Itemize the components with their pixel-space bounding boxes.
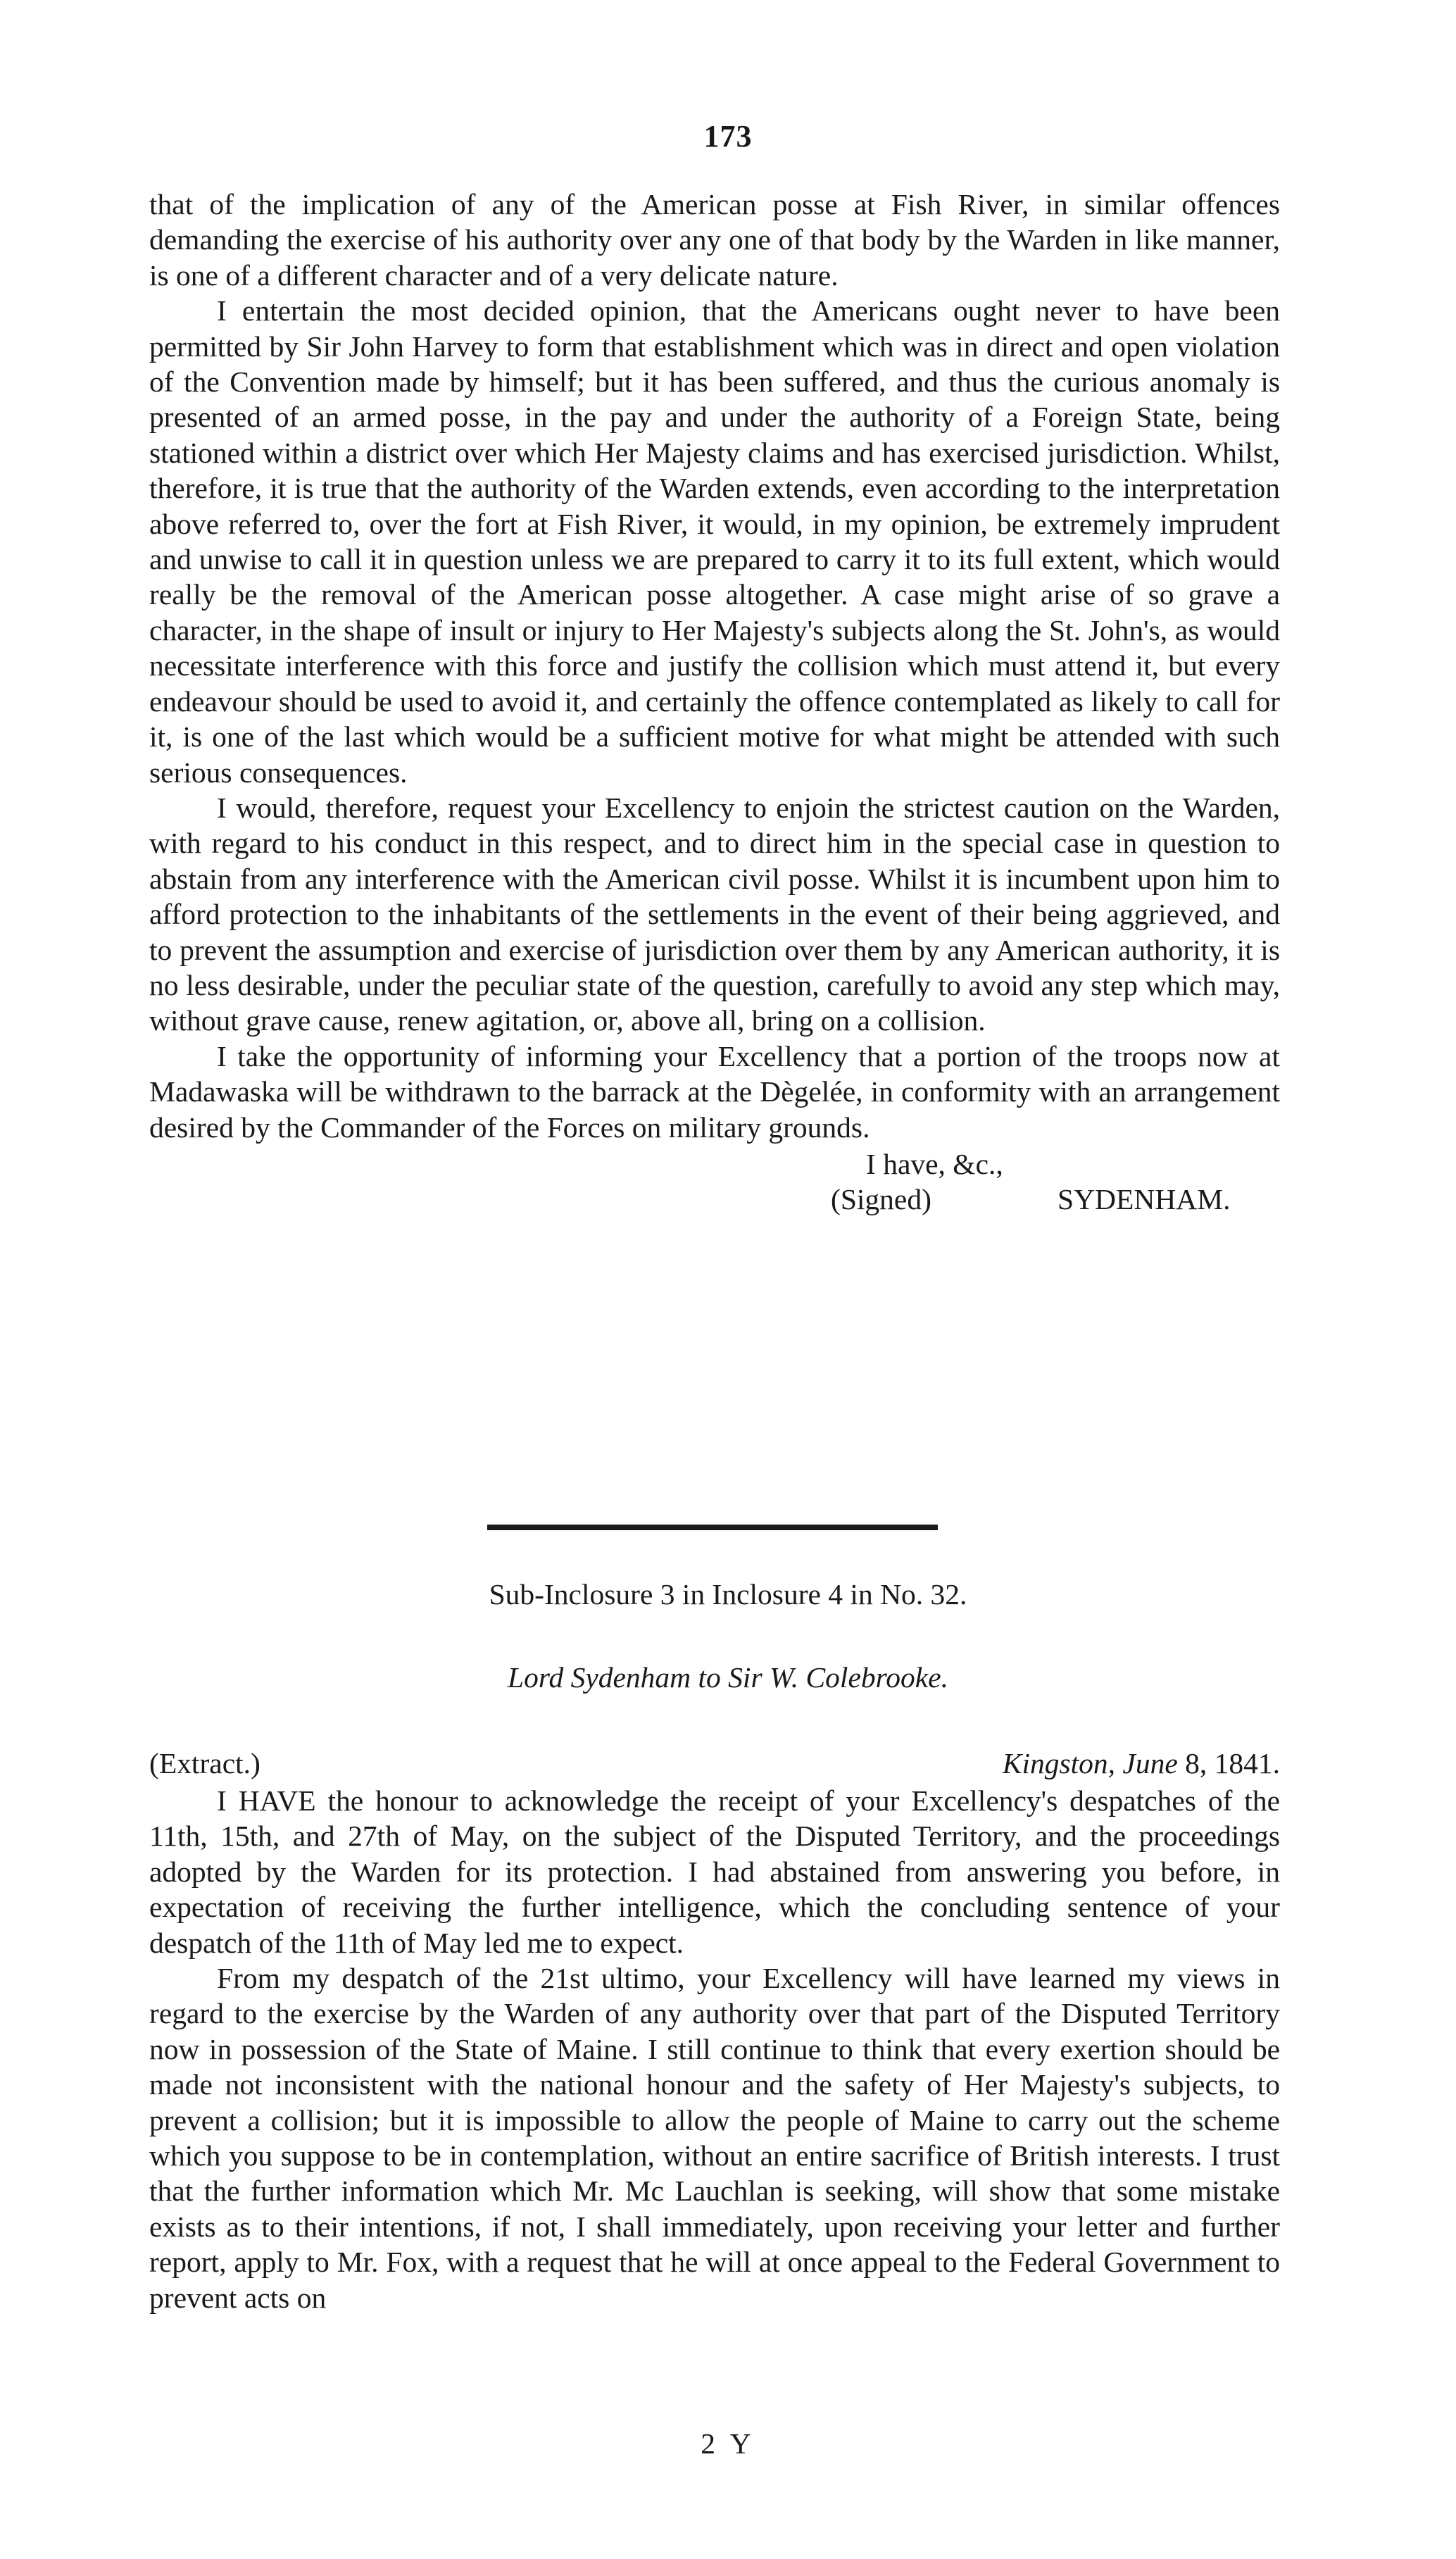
paragraph: I would, therefore, request your Excellency to enjoin the strictest caution on the Warden, with regard to his conduct in this respect, and to direct him in the special case in question to abstain from any interference with the American civil posse. Whilst it is incumbent upon him to afford protection to the inhabitants of the settlements in the event of their being aggrieved, and to prevent the assumption and exercise of jurisdiction over them by any American authority, it is no less desirable, under the peculiar state of the question, carefully to avoid any step which may, without grave cause, renew agitation, or, above all, bring on a collision. [149, 791, 1280, 1037]
signatory-name: SYDENHAM. [1058, 1183, 1231, 1216]
enclosure-title: Lord Sydenham to Sir W. Colebrooke. [508, 1661, 948, 1694]
extract-label: (Extract.) [149, 1747, 261, 1779]
enclosure-body [149, 1783, 1280, 2315]
letter-closing [149, 1146, 1280, 1218]
paragraph: I take the opportunity of informing your Excellency that a portion of the troops now at Madawaska will be withdrawn to the barrack at the Dègelée, in conformity with an arrangement desired by the Commander of the Forces on military grounds. [149, 1039, 1280, 1144]
paragraph: I HAVE the honour to acknowledge the receipt of your Excellency's despatches of the 11th, 15th, and 27th of May, on the subject of the Disputed Territory, and the proceedings adopted by the Warden for its protection. I had abstained from answering you before, in expectation of receiving the further intelligence, which the concluding sentence of your despatch of the 11th of May led me to expect. [149, 1784, 1280, 1959]
paragraph: From my despatch of the 21st ultimo, your Excellency will have learned my views in regard to the exercise by the Warden of any authority over that part of the Disputed Territory now in possession of the State of Maine. I still continue to think that every exertion should be made not inconsistent with the national honour and the safety of Her Majesty's subjects, to prevent a collision; but it is impossible to allow the people of Maine to carry out the scheme which you suppose to be in contemplation, without an entire sacrifice of British interests. I trust that the further information which Mr. Mc Lauchlan is seeking, will show that some mistake exists as to their intentions, if not, I shall immediately, upon receiving your letter and further report, apply to Mr. Fox, with a request that he will at once appeal to the Federal Government to prevent acts on [149, 1962, 1280, 2314]
letter-body [149, 187, 1280, 1145]
extract-row [149, 1746, 1280, 1780]
section-divider [487, 1525, 938, 1530]
place-date-italic: Kingston, June [1002, 1747, 1178, 1779]
closing-line: I have, &c., [866, 1148, 1003, 1180]
paragraph: that of the implication of any of the American posse at Fish River, in similar offences demanding the exercise of his authority over any one of that body by the Warden in like manner, is one of a different character and of a very delicate nature. [149, 188, 1280, 292]
place-date [1003, 1746, 1280, 1780]
date-year: 8, 1841. [1185, 1747, 1280, 1779]
printer-signature-mark: 2 Y [701, 2427, 755, 2460]
paragraph: I entertain the most decided opinion, that the Americans ought never to have been permitted by Sir John Harvey to form that establishment which was in direct and open violation of the Convention made by himself; but it has been suffered, and thus the curious anomaly is presented of an armed posse, in the pay and under the authority of a Foreign State, being stationed within a district over which Her Majesty claims and has exercised jurisdiction. Whilst, therefore, it is true that the authority of the Warden extends, even according to the interpretation above referred to, over the fort at Fish River, it would, in my opinion, be extremely imprudent and unwise to call it in question unless we are prepared to carry it to its full extent, which would really be the removal of the American posse altogether. A case might arise of so grave a character, in the shape of insult or injury to Her Majesty's subjects along the St. John's, as would necessitate interference with this force and justify the collision which must attend it, but every endeavour should be used to avoid it, and certainly the offence contemplated as likely to call for it, is one of the last which would be a sufficient motive for what might be attended with such serious consequences. [149, 294, 1280, 789]
signature-line [149, 1182, 1280, 1217]
signed-label: (Signed) [831, 1183, 931, 1216]
page-number: 173 [703, 119, 753, 154]
enclosure-heading: Sub-Inclosure 3 in Inclosure 4 in No. 32. [489, 1578, 967, 1610]
